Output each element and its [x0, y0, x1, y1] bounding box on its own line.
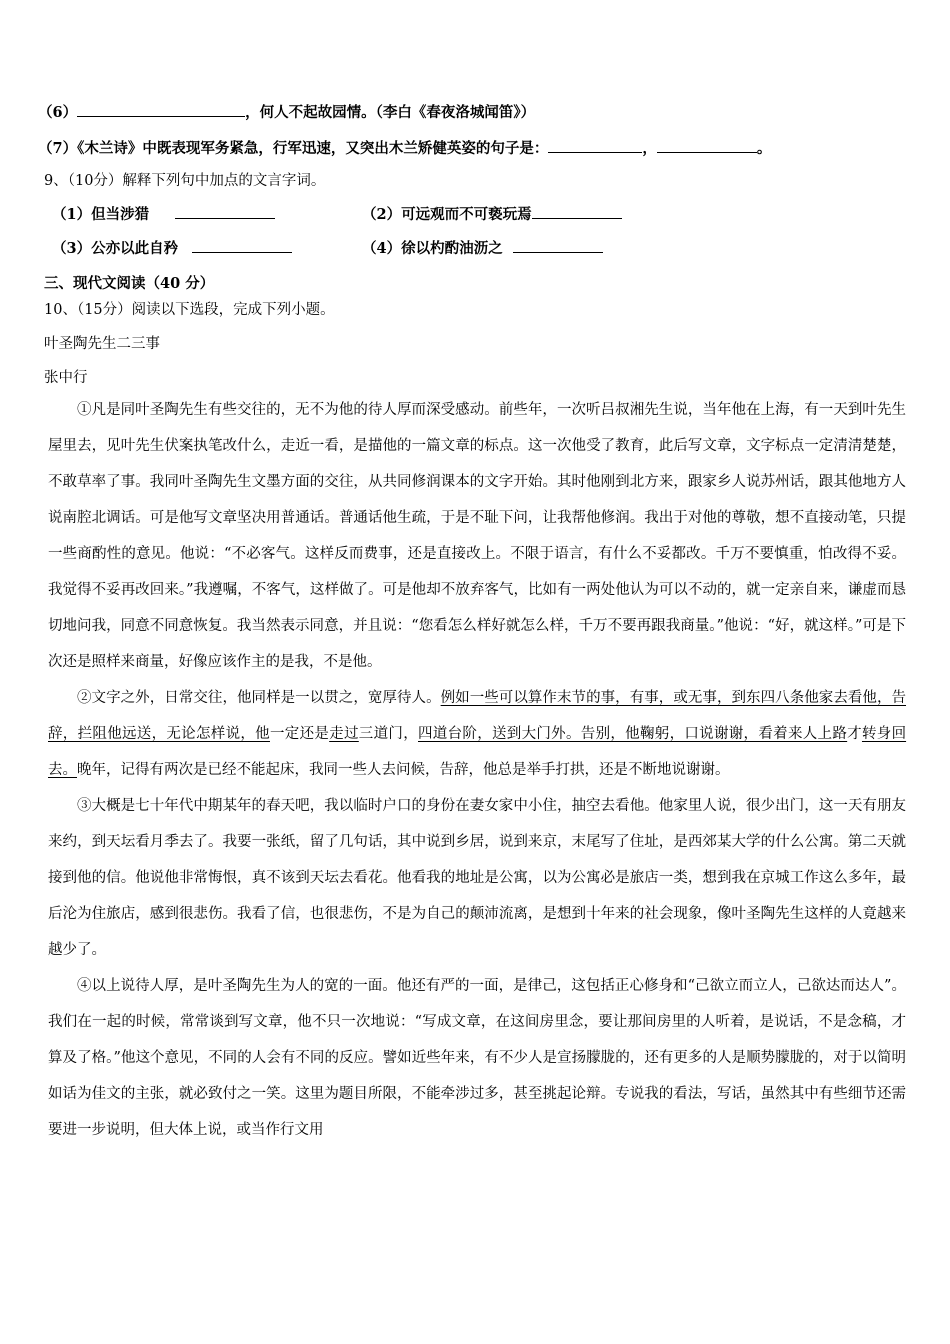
q8-item7-text: （7）《木兰诗》中既表现军务紧急，行军迅速，又突出木兰矫健英姿的句子是： [38, 140, 549, 157]
passage-paragraph-4: ④以上说待人厚，是叶圣陶先生为人的宽的一面。他还有严的一面，是律己，这包括正心修身和“己欲立而立人，己欲达而达人”。我们在一起的时候，常常谈到写文章，他不只一次地说：“写成文章，在这间房里念，要让那间房里的人听着，是说话，不是念稿，才算及了格。”他这个意见，不同的人会有不同的反应。譬如近些年来，有不少人是宣扬朦胧的，还有更多的人是顺势朦胧的，对于以简明如话为佳文的主张，就必致付之一笑。这里为题目所限，不能牵涉过多，甚至挑起论辩。专说我的看法，写话，虽然其中有些细节还需要进一步说明，但大体上说，或当作行文用 [48, 978, 906, 1138]
q8-item7-end: 。 [756, 140, 772, 157]
passage-paragraph-1: ①凡是同叶圣陶先生有些交往的，无不为他的待人厚而深受感动。前些年，一次听吕叔湘先生说，当年他在上海，有一天到叶先生屋里去，见叶先生伏案执笔改什么，走近一看，是描他的一篇文章的标点。这一次他受了教育，此后写文章，文字标点一定清清楚楚，不敢草率了事。我同叶圣陶先生文墨方面的交往，从共同修润课本的文字开始。其时他刚到北方来，跟家乡人说苏州话，跟其他地方人说南腔北调话。可是他写文章坚决用普通话。普通话他生疏，于是不耻下问，让我帮他修润。我出于对他的尊敬，想不直接动笔，只提一些商酌性的意见。他说：“不必客气。这样反而费事，还是直接改上。不限于语言，有什么不妥都改。千万不要慎重，怕改得不妥。我觉得不妥再改回来。”我遵嘱，不客气，这样做了。可是他却不放弃客气，比如有一两处他认为可以不动的，就一定亲自来，谦虚而恳切地问我，同意不同意恢复。我当然表示同意，并且说：“您看怎么样好就怎么样，千万不要再跟我商量。”他说：“好，就这样。”可是下次还是照样来商量，好像应该作主的是我，不是他。 [48, 402, 906, 670]
passage-body [48, 392, 906, 1148]
p2-text-a: ②文字之外，日常交往，他同样是一以贯之，宽厚待人。 [77, 690, 441, 706]
q8-item7 [38, 138, 771, 159]
section-3-heading: 三、现代文阅读（40 分） [44, 275, 215, 292]
p2-text-e: 晚年，记得有两次是已经不能起床，我同一些人去问候，告辞，他总是举手打拱，还是不断地说谢谢。 [77, 762, 730, 778]
p2-underlined-3: 四道台阶，送到大门外。告别，他鞠躬，口说谢谢，看着来人上路 [418, 726, 848, 742]
p2-underlined-1: 例如一些可以算作末节的事，有事，或无事，到东四八条他家去看他，告辞，拦阻他远送，无论怎样说，他 [48, 690, 907, 742]
passage-title: 叶圣陶先生二三事 [44, 336, 160, 352]
q8-item7-answer-blank-2[interactable] [657, 138, 757, 153]
q8-item7-answer-blank-1[interactable] [548, 138, 642, 153]
passage-paragraph-2 [48, 680, 906, 788]
q9-item-2-text: （2）可远观而不可亵玩焉 [362, 206, 532, 223]
p2-underlined-4: 转身回去。 [48, 726, 907, 778]
q8-item6-number: （6） [38, 104, 78, 121]
q8-item6-answer-blank[interactable] [77, 102, 245, 117]
q9-item-3 [52, 238, 292, 259]
p2-text-d: 才 [847, 726, 862, 742]
q8-item6 [38, 102, 535, 123]
passage-author: 张中行 [44, 370, 88, 386]
p2-text-c: 三道门， [358, 726, 418, 742]
passage-paragraph-3: ③大概是七十年代中期某年的春天吧，我以临时户口的身份在妻女家中小住，抽空去看他。他家里人说，很少出门，这一天有朋友来约，到天坛看月季去了。我要一张纸，留了几句话，其中说到乡居，说到来京，末尾写了住址，是西郊某大学的什么公寓。第二天就接到他的信。他说他非常悔恨，真不该到天坛去看花。他看我的地址是公寓，以为公寓必是旅店一类，想到我在京城工作这么多年，最后沦为住旅店，感到很悲伤。我看了信，也很悲伤，不是为自己的颠沛流离，是想到十年来的社会现象，像叶圣陶先生这样的人竟越来越少了。 [48, 798, 906, 958]
q9-item-1-text: （1）但当涉猎 [52, 206, 150, 223]
q10-heading: 10、（15分）阅读以下选段，完成下列小题。 [44, 302, 335, 318]
q8-item7-separator: ， [642, 140, 657, 157]
q9-item-4 [362, 238, 603, 259]
q8-item6-text: ，何人不起故园情。（李白《春夜洛城闻笛》） [245, 104, 536, 121]
q9-item-4-text: （4）徐以杓酌油沥之 [362, 240, 503, 257]
q9-item-3-text: （3）公亦以此自矜 [52, 240, 179, 257]
q9-heading: 9、（10分）解释下列句中加点的文言字词。 [44, 173, 326, 189]
q9-item-3-answer-blank[interactable] [192, 238, 292, 253]
p2-underlined-2: 走过 [329, 726, 359, 742]
p2-text-b: 一定还是 [269, 726, 330, 742]
q9-item-1 [52, 204, 275, 225]
q9-item-4-answer-blank[interactable] [513, 238, 603, 253]
q9-item-2-answer-blank[interactable] [532, 204, 622, 219]
q9-item-1-answer-blank[interactable] [175, 204, 275, 219]
q9-item-2 [362, 204, 622, 225]
